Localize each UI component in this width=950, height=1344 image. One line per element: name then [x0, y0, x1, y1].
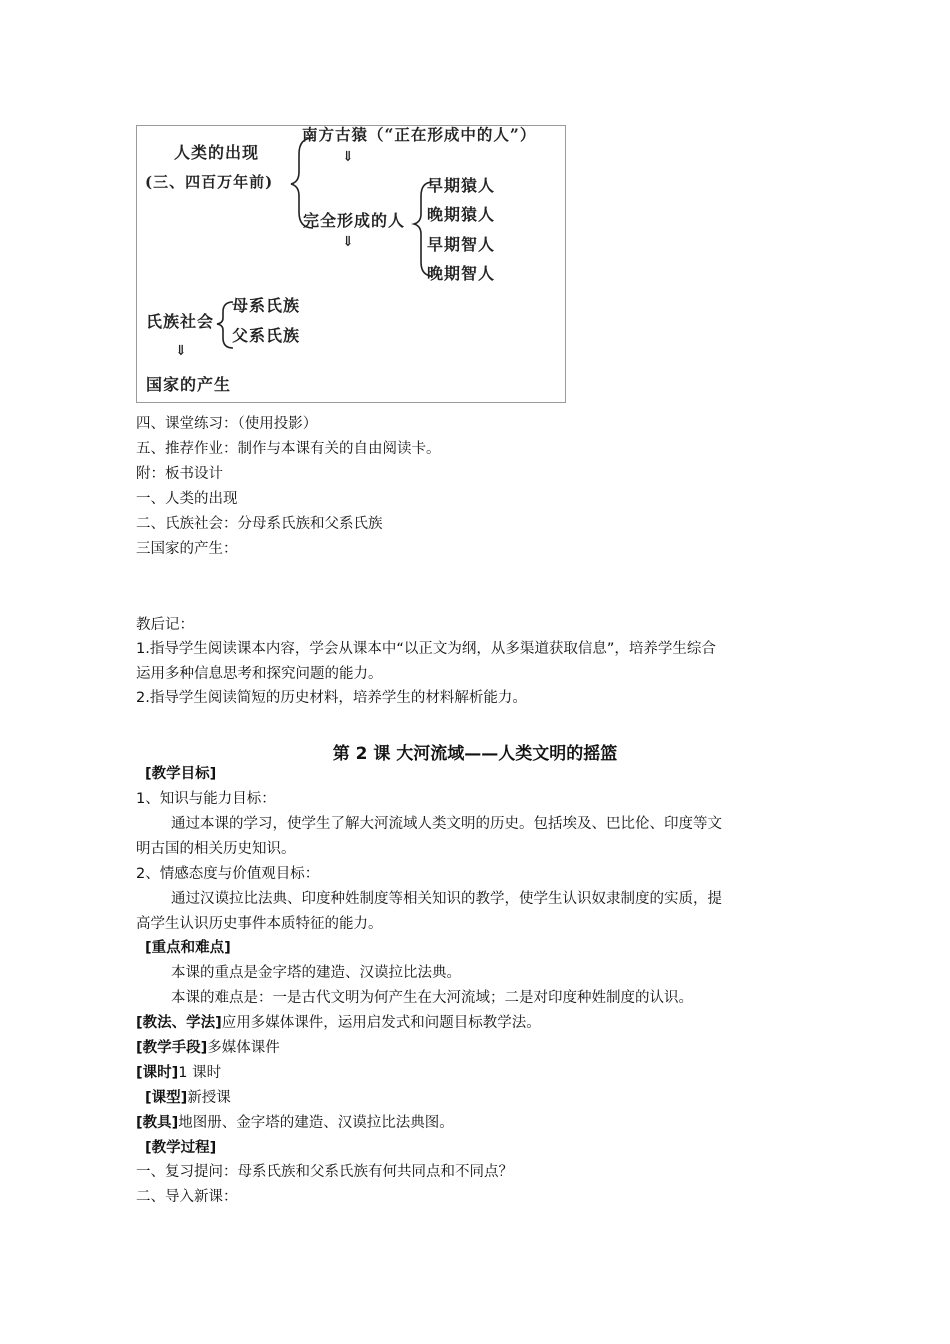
text-line: 一、复习提问：母系氏族和父系氏族有何共同点和不同点？	[136, 1164, 513, 1180]
diagram-clan-1: 母系氏族	[232, 296, 301, 315]
methods-line	[136, 1015, 541, 1032]
type-line	[145, 1090, 231, 1107]
section-heading: [重点和难点]	[145, 940, 231, 956]
brace-clans	[217, 302, 233, 348]
text-line: 教后记：	[136, 617, 194, 633]
text-line: 四、课堂练习：（使用投影）	[136, 416, 318, 432]
text-line: 二、导入新课：	[136, 1189, 238, 1205]
text-line: 高学生认识历史事件本质特征的能力。	[136, 916, 383, 932]
text-line: 五、推荐作业：制作与本课有关的自由阅读卡。	[136, 441, 441, 457]
type-label: [课型]	[145, 1090, 188, 1106]
diagram-stage-4: 晚期智人	[427, 264, 496, 283]
diagram-arrow-3: ⇓	[175, 343, 188, 359]
section-heading: [教学目标]	[145, 766, 217, 782]
means-text: 多媒体课件	[207, 1040, 280, 1056]
text-line: 本课的难点是：一是古代文明为何产生在大河流域；二是对印度种姓制度的认识。	[171, 990, 693, 1006]
text-line: 运用多种信息思考和探究问题的能力。	[136, 666, 383, 682]
diagram-state: 国家的产生	[146, 375, 232, 394]
methods-label: [教法、学法]	[136, 1015, 222, 1031]
text-line: 附：板书设计	[136, 466, 223, 482]
diagram-stage-3: 早期智人	[427, 235, 496, 254]
brace-lines	[137, 126, 565, 402]
text-line: 明古国的相关历史知识。	[136, 841, 296, 857]
type-text: 新授课	[187, 1090, 231, 1106]
tools-label: [教具]	[136, 1115, 179, 1131]
means-label: [教学手段]	[136, 1040, 208, 1056]
diagram-stage-2: 晚期猿人	[427, 205, 496, 224]
text-line: 2.指导学生阅读简短的历史材料，培养学生的材料解析能力。	[136, 690, 527, 706]
text-line: 二、氏族社会：分母系氏族和父系氏族	[136, 516, 383, 532]
hours-line	[136, 1065, 221, 1082]
text-line: 一、人类的出现	[136, 491, 238, 507]
diagram-complete-human: 完全形成的人	[303, 211, 406, 230]
diagram-arrow-2: ⇓	[342, 234, 355, 250]
diagram-stage-1: 早期猿人	[427, 176, 496, 195]
tools-text: 地图册、金字塔的建造、汉谟拉比法典图。	[178, 1115, 454, 1131]
tools-line	[136, 1115, 454, 1132]
board-diagram-image	[136, 125, 566, 403]
hours-label: [课时]	[136, 1065, 179, 1081]
text-line: 本课的重点是金字塔的建造、汉谟拉比法典。	[171, 965, 461, 981]
means-line	[136, 1040, 280, 1057]
diagram-arrow-1: ⇓	[342, 149, 355, 165]
lesson-title: 第 2 课 大河流域——人类文明的摇篮	[332, 744, 618, 764]
text-line: 2、情感态度与价值观目标：	[136, 866, 320, 882]
diagram-appearance-time: (三、四百万年前)	[145, 173, 274, 191]
diagram-southern-ape: 南方古猿（“正在形成中的人”）	[302, 125, 537, 144]
text-line: 通过汉谟拉比法典、印度种姓制度等相关知识的教学，使学生认识奴隶制度的实质，提	[171, 891, 722, 907]
hours-text: 1 课时	[178, 1065, 222, 1081]
diagram-appearance: 人类的出现	[174, 143, 260, 162]
diagram-clan-society: 氏族社会	[146, 312, 215, 331]
text-line: 通过本课的学习，使学生了解大河流域人类文明的历史。包括埃及、巴比伦、印度等文	[171, 816, 722, 832]
section-heading: [教学过程]	[145, 1140, 217, 1156]
diagram-clan-2: 父系氏族	[232, 326, 301, 345]
brace-stages	[414, 182, 433, 276]
text-line: 三国家的产生：	[136, 541, 238, 557]
text-line: 1、知识与能力目标：	[136, 791, 276, 807]
methods-text: 应用多媒体课件，运用启发式和问题目标教学法。	[221, 1015, 541, 1031]
text-line: 1.指导学生阅读课本内容，学会从课本中“以正文为纲，从多渠道获取信息”，培养学生综合	[136, 641, 716, 657]
